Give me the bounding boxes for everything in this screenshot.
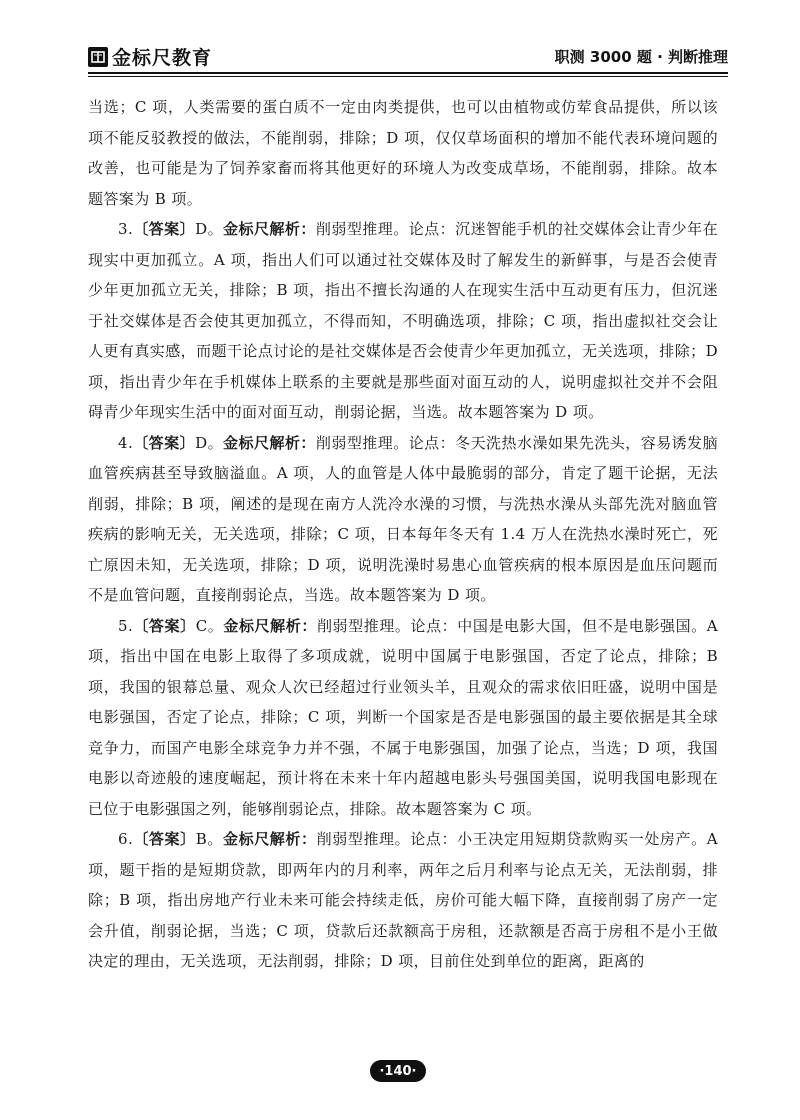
continued-paragraph bbox=[88, 92, 718, 214]
header-divider-thin bbox=[88, 76, 728, 77]
answer-letter: C。 bbox=[195, 616, 224, 635]
answer-label: 〔答案〕 bbox=[133, 220, 196, 238]
brand-name: 金标尺教育 bbox=[112, 47, 213, 69]
question-5-explanation bbox=[88, 611, 718, 825]
book-title: 职测 3000 题 · 判断推理 bbox=[554, 48, 728, 66]
paragraph-text: 当选；C 项，人类需要的蛋白质不一定由肉类提供，也可以由植物或仿荤食品提供，所以该项不能反驳教授的做法，不能削弱，排除；D 项，仅仅草场面积的增加不能代表环境问题的改善，也可能是为了饲养家畜而将其他更好的环境人为改变成草场，不能削弱，排除。故本题答案为 B 项。 bbox=[88, 98, 718, 208]
question-number: 5. bbox=[118, 616, 134, 635]
answer-letter: B。 bbox=[195, 830, 223, 848]
analysis-label: 金标尺解析： bbox=[223, 220, 316, 238]
answer-letter: D。 bbox=[195, 220, 224, 238]
answer-label: 〔答案〕 bbox=[133, 433, 196, 452]
answer-explanations bbox=[88, 92, 718, 977]
analysis-label: 金标尺解析： bbox=[223, 433, 316, 452]
page-header bbox=[88, 40, 728, 80]
question-6-explanation bbox=[88, 824, 718, 977]
answer-label: 〔答案〕 bbox=[133, 616, 196, 635]
analysis-text: 削弱型推理。论点：小王决定用短期贷款购买一处房产。A 项，题干指的是短期贷款，即两年内的月利率，两年之后月利率与论点无关，无法削弱，排除；B 项，指出房地产行业未来可能会持续走低，房价可能大幅下降，直接削弱了房产一定会升值，削弱论据，当选；C 项，贷款后还款额高于房租，还款额是否高于房租不是小王做决定的理由，无关选项，无法削弱，排除；D 项，目前住处到单位的距离，距离的 bbox=[88, 830, 718, 970]
question-number: 4. bbox=[118, 433, 134, 452]
question-3-explanation bbox=[88, 214, 718, 428]
brand-logo bbox=[88, 43, 212, 70]
question-4-explanation bbox=[88, 428, 718, 611]
analysis-label: 金标尺解析： bbox=[223, 616, 317, 635]
answer-label: 〔答案〕 bbox=[133, 830, 196, 848]
analysis-text: 削弱型推理。论点：中国是电影大国，但不是电影强国。A 项，指出中国在电影上取得了多项成就，说明中国属于电影强国，否定了论点，排除；B 项，我国的银幕总量、观众人次已经超过行业领头羊，且观众的需求依旧旺盛，说明中国是电影强国，否定了论点，排除；C 项，判断一个国家是否是电影强国的最主要依据是其全球竞争力，而国产电影全球竞争力并不强，不属于电影强国，加强了论点，当选；D 项，我国电影以奇迹般的速度崛起，预计将在未来十年内超越电影头号强国美国，说明我国电影现在已位于电影强国之列，能够削弱论点，排除。故本题答案为 C 项。 bbox=[88, 616, 718, 818]
question-number: 3. bbox=[118, 220, 134, 238]
header-divider bbox=[88, 72, 728, 74]
page-number: ·140· bbox=[370, 1060, 426, 1082]
analysis-label: 金标尺解析： bbox=[222, 830, 317, 848]
answer-letter: D。 bbox=[195, 433, 224, 452]
analysis-text: 削弱型推理。论点：冬天洗热水澡如果先洗头，容易诱发脑血管疾病甚至导致脑溢血。A 项，人的血管是人体中最脆弱的部分，肯定了题干论据，无法削弱，排除；B 项，阐述的是现在南方人洗冷水澡的习惯，与洗热水澡从头部先洗对脑血管疾病的影响无关，无关选项，排除；C 项，日本每年冬天有 1.4 万人在洗热水澡时死亡，死亡原因未知，无关选项，排除；D 项，说明洗澡时易患心血管疾病的根本原因是血压问题而不是血管问题，直接削弱论点，当选。故本题答案为 D 项。 bbox=[88, 433, 719, 604]
book-icon bbox=[88, 47, 108, 67]
question-number: 6. bbox=[118, 830, 134, 848]
analysis-text: 削弱型推理。论点：沉迷智能手机的社交媒体会让青少年在现实中更加孤立。A 项，指出人们可以通过社交媒体及时了解发生的新鲜事，与是否会使青少年更加孤立无关，排除；B 项，指出不擅长沟通的人在现实生活中互动更有压力，但沉迷于社交媒体是否会使其更加孤立，不得而知，不明确选项，排除；C 项，指出虚拟社交会让人更有真实感，而题干论点讨论的是社交媒体是否会使青少年更加孤立，无关选项，排除；D 项，指出青少年在手机媒体上联系的主要就是那些面对面互动的人，说明虚拟社交并不会阻碍青少年现实生活中的面对面互动，削弱论据，当选。故本题答案为 D 项。 bbox=[88, 220, 719, 421]
